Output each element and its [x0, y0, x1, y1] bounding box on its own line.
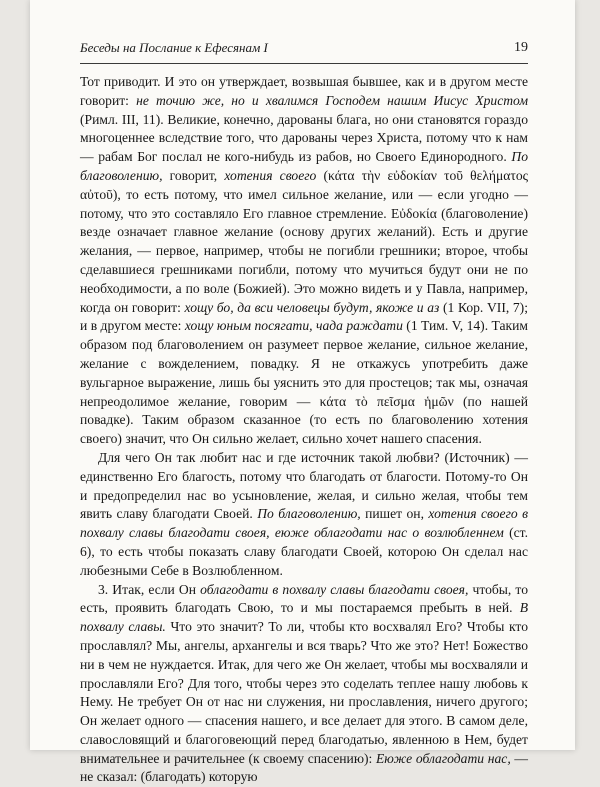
- text-run: Тот приводит. И это он утверждает, возвышая бывшее, как и в другом месте говорит:: [80, 74, 528, 108]
- italic-run: По благоволению,: [80, 149, 528, 183]
- text-run: пишет он,: [360, 506, 429, 522]
- italic-run: хотения своего: [224, 167, 317, 183]
- italic-run: хощу бо, да вси человецы будут, якоже и аз: [184, 299, 440, 315]
- running-title: Беседы на Послание к Ефесянам I: [80, 40, 268, 55]
- text-run: — не сказал: (благодать) которую: [80, 750, 528, 785]
- body-text: [80, 73, 528, 787]
- paragraph: [80, 449, 528, 581]
- italic-run: По благоволению,: [257, 506, 361, 522]
- book-page: [30, 0, 575, 785]
- text-run: (ст. 6), то есть чтобы показать славу благодати Своей, которою Он сделал нас любезными Себе в Возлюбленном.: [80, 525, 528, 578]
- text-run: (1 Тим. V, 14). Таким образом под благоволением он разумеет первое желание, сильное желание, желание с вожделением, повадку. Я не откажусь употребить даже вульгарное выражение, лишь бы уяснить это для простецов; так мы, означая непреодолимое желание, говорим — κάτα τὸ πεῖσμα ἡμῶν (по нашей повадке). Таким образом сказанное (то есть по благоволению хотения своего) значит, что Он сильно желает, сильно хочет нашего спасения.: [80, 318, 528, 447]
- italic-run: хотения своего в похвалу славы благодати своея, еюже облагодати нас о возлюбленнем: [80, 506, 528, 541]
- text-run: Для чего Он так любит нас и где источник такой любви? (Источник) — единственно Его благость, потому что благодать от благости. Потому-то Он и предопределил нас во усыновление, желая, и сильно желая, чтобы тем явить славу благодати Своей.: [80, 449, 528, 522]
- header-rule: [80, 63, 528, 64]
- text-run: говорит,: [162, 167, 225, 183]
- paragraph: [80, 73, 528, 449]
- paragraph: [80, 581, 528, 787]
- text-run: (1 Кор. VII, 7); и в другом месте:: [80, 299, 528, 334]
- italic-run: не точию же, но и хвалимся Господем нашим Иисус Христом: [136, 92, 529, 108]
- italic-run: хощу юным посягати, чада раждати: [184, 318, 403, 334]
- italic-run: В похвалу славы.: [80, 600, 528, 635]
- text-run: (Римл. III, 11). Великие, конечно, дарованы блага, но они становятся гораздо многоценнее вследствие того, что дарованы через Христа, потому что к нам — рабам Бог послал не кого-нибудь из рабов, но Своего Единородного.: [80, 111, 528, 165]
- text-run: Что это значит? То ли, чтобы кто восхвалял Его? Чтобы кто прославлял? Мы, ангелы, архангелы и вся тварь? Что же это? Нет! Божество ни в чем не нуждается. Итак, для чего же Он желает, чтобы мы восхваляли и прославляли Его? Для того, чтобы через это соделать теплее нашу любовь к Нему. Не требует Он от нас ни служения, ни прославления, ничего другого; Он желает одного — спасения нашего, и все делает для этого. В самом деле, славословящий и благоговеющий перед благодатью, явленною в Нем, будет внимательнее и рачительнее (к своему спасению):: [80, 619, 528, 766]
- italic-run: облагодати в похвалу славы благодати своея,: [200, 581, 469, 597]
- text-run: чтобы, то есть, проявить благодать Свою, то и мы постараемся пребыть в ней.: [80, 581, 528, 616]
- text-run: 3. Итак, если Он: [98, 581, 201, 597]
- text-run: (κάτα τὴν εὐδοκίαν τοῦ θελήματος αὐτοῦ), то есть потому, что имел сильное желание, или — если угодно — потому, что это составляло Его главное стремление. Εὐδοκία (благоволение) везде означает главное желание (основу других желаний). Есть и другие желания, — первое, например, чтобы не погибли грешники; второе, чтобы сделавшиеся грешниками погибли, потому что мучиться будут они не по необходимости, а по воле (Божией). Это можно видеть и у Павла, например, когда он говорит:: [80, 167, 528, 315]
- italic-run: Еюже облагодати нас,: [375, 750, 511, 766]
- page-number: 19: [514, 40, 528, 55]
